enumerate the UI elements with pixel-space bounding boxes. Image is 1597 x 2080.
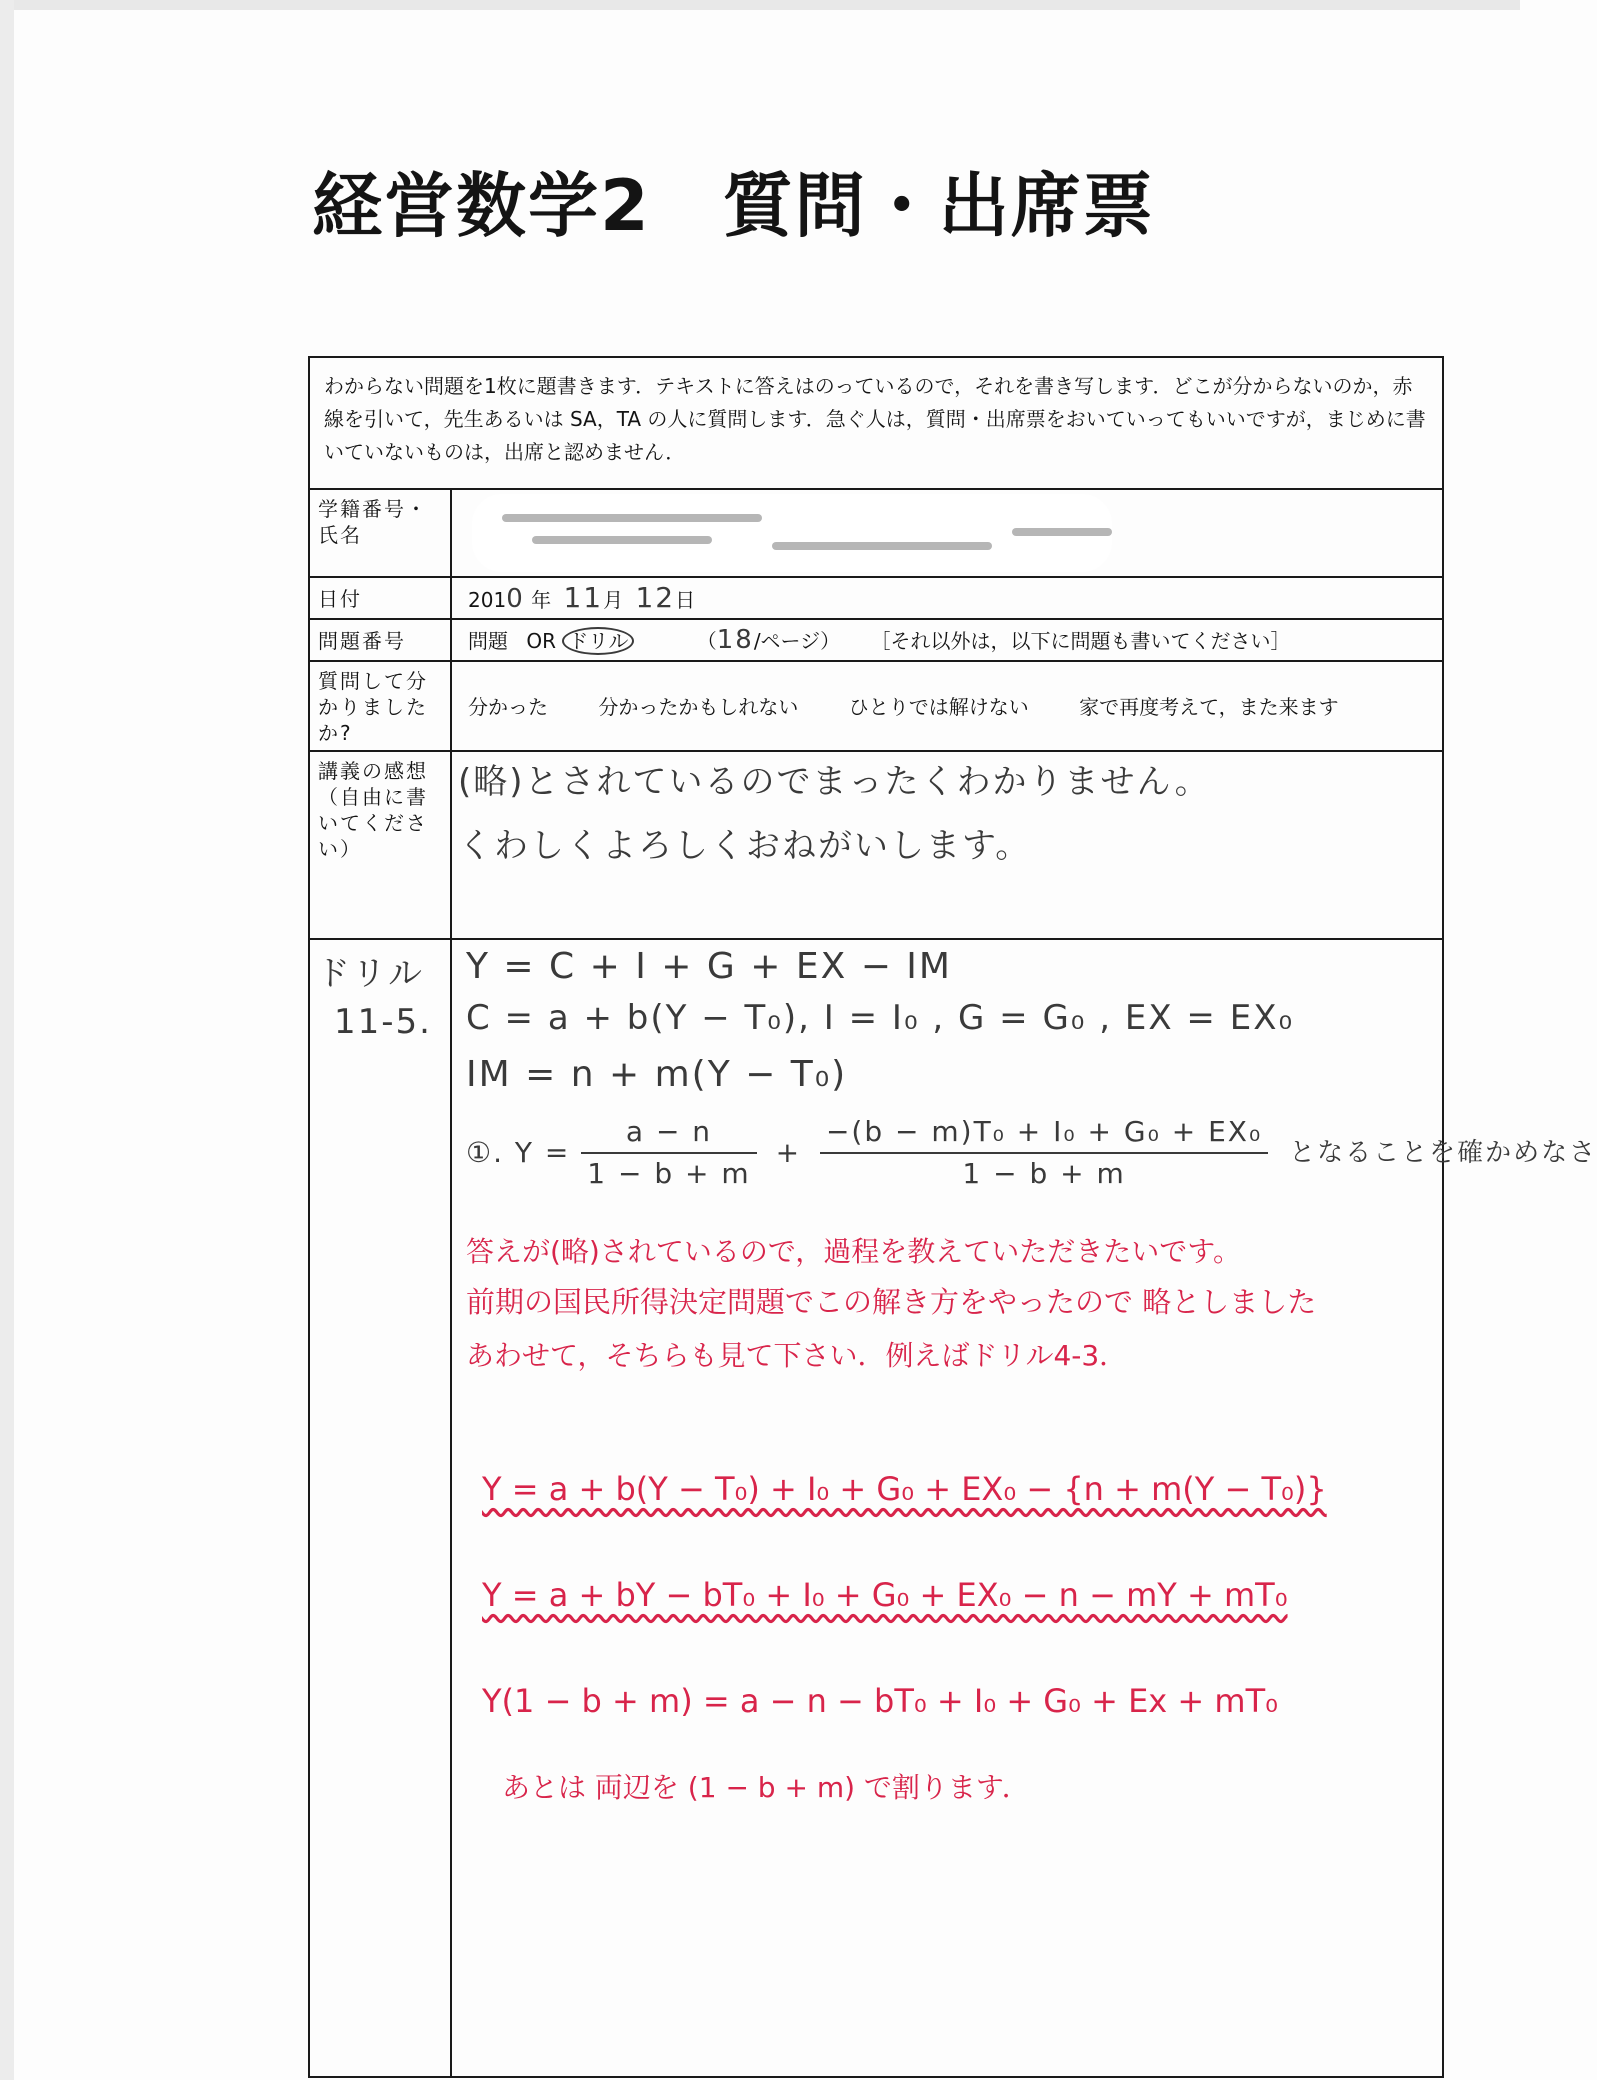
fraction-2 (820, 1112, 1268, 1194)
row-question (310, 940, 1597, 2078)
fraction-2-num: −(b − m)T₀ + I₀ + G₀ + EX₀ (820, 1112, 1268, 1154)
impressions-label: 講義の感想（自由に書いてください） (310, 752, 452, 938)
answer-line-3: あわせて，そちらも見て下さい．例えばドリル4-3． (466, 1339, 1128, 1372)
drill-column (310, 940, 452, 2078)
fraction-1-den: 1 − b + m (587, 1157, 751, 1190)
eq4-suffix: となることを確かめなさ (1289, 1138, 1597, 1168)
question-eq-3: IM = n + m(Y − T₀) (466, 1054, 848, 1095)
option-come-again[interactable]: 家で再度考えて，また来ます (1079, 695, 1339, 719)
answer-line-2: 前期の国民所得決定問題でこの解き方をやったので 略としました (466, 1285, 1317, 1319)
day-value: 12 (635, 581, 676, 614)
eq4-prefix: ①. Y = (466, 1136, 571, 1169)
question-eq-1: Y = C + I + G + EX − IM (466, 946, 952, 987)
drill-number: 11-5. (334, 1002, 432, 1042)
question-eq-2: C = a + b(Y − T₀), I = I₀ , G = G₀ , EX = EX₀ (466, 998, 1295, 1038)
option-understood[interactable]: 分かった (468, 695, 548, 719)
drill-label-block (316, 950, 444, 1046)
year-unit: 年 (531, 588, 552, 612)
answer-eq-1: Y = a + b(Y − T₀) + I₀ + G₀ + EX₀ − {n + m(Y − T₀)} (482, 1470, 1327, 1508)
year-digit: 0 (506, 584, 525, 614)
impression-line-1: (略)とされているのでまったくわかりません。 (458, 762, 1211, 802)
impression-line-2: くわしくよろしくおねがいします。 (458, 826, 1032, 866)
date-label: 日付 (310, 578, 452, 618)
page-open: （ (696, 629, 717, 653)
fraction-2-den: 1 − b + m (962, 1157, 1126, 1190)
month-value: 11 (563, 581, 604, 614)
year-prefix: 201 (468, 588, 507, 612)
answer-line-4: あとは 両辺を (1 − b + m) で割ります． (502, 1771, 1030, 1804)
question-form (308, 356, 1597, 2078)
row-problem (310, 620, 1442, 662)
month-unit: 月 (603, 588, 624, 612)
scan-edge-left (0, 0, 14, 2080)
date-field[interactable] (452, 578, 1442, 618)
question-eq-4 (466, 1112, 1597, 1194)
understood-label: 質問して分かりましたか? (310, 662, 452, 750)
student-field[interactable] (452, 490, 1442, 576)
problem-field[interactable] (452, 620, 1442, 660)
answer-line-1: 答えが(略)されているので，過程を教えていただきたいです。 (466, 1235, 1242, 1268)
page-number: 18 (716, 625, 754, 655)
answer-eq-2: Y = a + bY − bT₀ + I₀ + G₀ + EX₀ − n − mY + mT₀ (482, 1576, 1288, 1614)
eq4-plus: + (775, 1136, 802, 1169)
problem-label: 問題番号 (310, 620, 452, 660)
row-date (310, 578, 1442, 620)
row-understood (310, 662, 1442, 752)
option-problem: 問題 (468, 629, 508, 653)
option-cannot-solve[interactable]: ひとりでは解けない (848, 695, 1029, 719)
option-maybe-understood[interactable]: 分かったかもしれない (598, 695, 799, 719)
question-body (452, 940, 1597, 2078)
student-label: 学籍番号・氏名 (310, 490, 452, 576)
fraction-1-num: a − n (581, 1112, 756, 1154)
impressions-field[interactable] (452, 752, 1442, 938)
page-title: 経営数学2 質問・出席票 (312, 165, 1155, 247)
scan-edge-top (0, 0, 1520, 10)
problem-note: ［それ以外は，以下に問題も書いてください］ (870, 629, 1291, 653)
drill-label: ドリル (316, 954, 424, 994)
answer-eq-3: Y(1 − b + m) = a − n − bT₀ + I₀ + G₀ + Ex + mT₀ (482, 1682, 1278, 1720)
fraction-1 (581, 1112, 756, 1194)
page-close: /ページ） (753, 629, 841, 653)
instructions: わからない問題を1枚に題書きます．テキストに答えはのっているので，それを書き写します．どこが分からないのか，赤線を引いて，先生あるいは SA，TA の人に質問します．急ぐ人は，質問・出席票をおいていってもいいですが，まじめに書いていないものは，出席と認めません． (310, 358, 1442, 490)
row-impressions (310, 752, 1442, 940)
option-drill-circled: ドリル (562, 627, 634, 655)
row-student (310, 490, 1442, 578)
redacted-name (472, 494, 1112, 572)
or-text: OR (526, 629, 556, 653)
day-unit: 日 (675, 588, 696, 612)
understood-options (452, 662, 1442, 750)
